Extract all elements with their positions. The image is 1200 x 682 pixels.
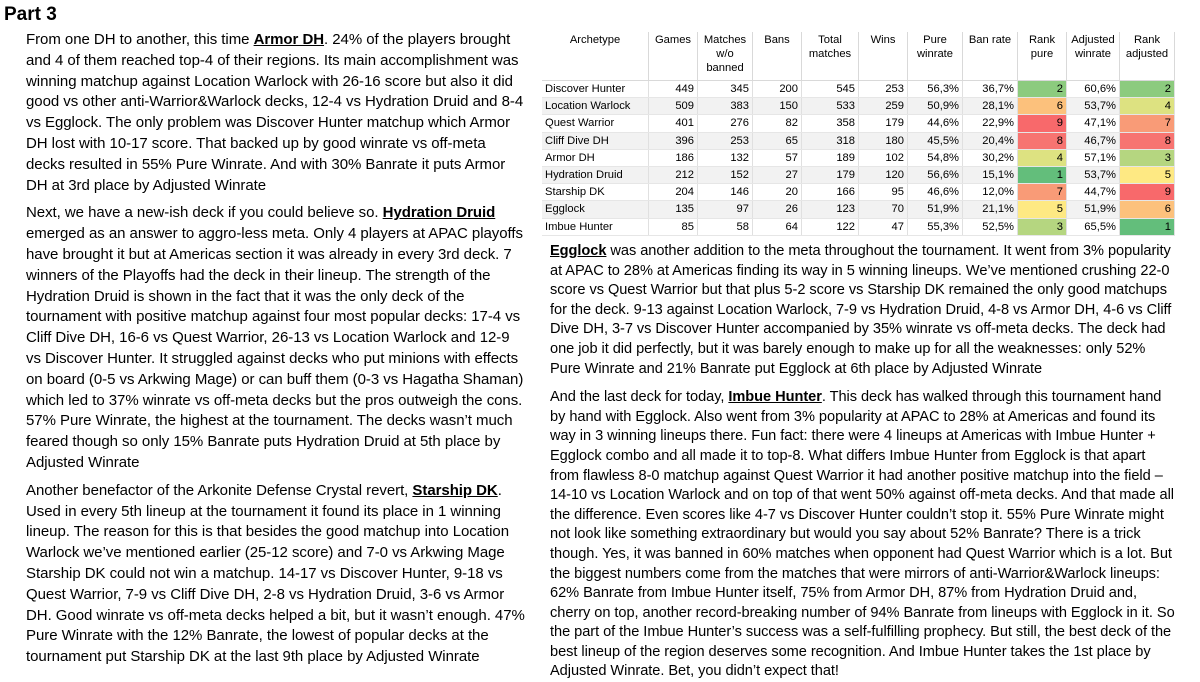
cell-bans: 65 — [753, 132, 802, 149]
archetype-stats-table — [542, 32, 1175, 236]
table-header-row — [542, 32, 1175, 81]
cell-archetype: Location Warlock — [542, 98, 649, 115]
cell-adjusted-winrate: 65,5% — [1067, 218, 1120, 235]
cell-bans: 150 — [753, 98, 802, 115]
cell-games: 509 — [649, 98, 698, 115]
cell-games: 204 — [649, 184, 698, 201]
cell-archetype: Quest Warrior — [542, 115, 649, 132]
cell-games: 85 — [649, 218, 698, 235]
cell-total-matches: 318 — [802, 132, 859, 149]
cell-pure-winrate: 51,9% — [908, 201, 963, 218]
cell-archetype: Armor DH — [542, 149, 649, 166]
cell-matches-wo-banned: 383 — [698, 98, 753, 115]
cell-matches-wo-banned: 253 — [698, 132, 753, 149]
table-row — [542, 132, 1175, 149]
col-header-rank-pure: Rank pure — [1018, 32, 1067, 81]
cell-pure-winrate: 55,3% — [908, 218, 963, 235]
cell-pure-winrate: 54,8% — [908, 149, 963, 166]
cell-wins: 47 — [859, 218, 908, 235]
cell-wins: 253 — [859, 81, 908, 98]
table-row — [542, 166, 1175, 183]
cell-total-matches: 122 — [802, 218, 859, 235]
cell-games: 212 — [649, 166, 698, 183]
cell-adjusted-winrate: 44,7% — [1067, 184, 1120, 201]
col-header-games: Games — [649, 32, 698, 81]
cell-adjusted-winrate: 57,1% — [1067, 149, 1120, 166]
cell-rank-adjusted: 6 — [1120, 201, 1175, 218]
cell-wins: 95 — [859, 184, 908, 201]
cell-archetype: Cliff Dive DH — [542, 132, 649, 149]
cell-games: 401 — [649, 115, 698, 132]
cell-matches-wo-banned: 97 — [698, 201, 753, 218]
cell-matches-wo-banned: 345 — [698, 81, 753, 98]
cell-bans: 20 — [753, 184, 802, 201]
cell-ban-rate: 22,9% — [963, 115, 1018, 132]
cell-rank-adjusted: 3 — [1120, 149, 1175, 166]
page-heading: Part 3 — [4, 4, 57, 25]
cell-pure-winrate: 56,6% — [908, 166, 963, 183]
cell-bans: 200 — [753, 81, 802, 98]
table-row — [542, 98, 1175, 115]
armor-dh-paragraph: From one DH to another, this time Armor DH. 24% of the players brought and 4 of them reached top-4 of their regions. Its main accomplishment was winning matchup against Location Warlock with 26-16 score but also it did good vs other anti-Warrior&Warlock decks, 12-4 vs Hydration Druid and 8-4 vs Egglock. The only problem was Discover Hunter matchup which Armor DH lost with 10-17 score. That backed up by good winrate vs off-meta decks resulted in 55% Pure Winrate. And with 30% Banrate it puts Armor DH at 3rd place by Adjusted Winrate — [26, 31, 524, 194]
cell-ban-rate: 28,1% — [963, 98, 1018, 115]
egglock-paragraph: Egglock was another addition to the meta throughout the tournament. It went from 3% popularity at APAC to 28% at Americas finding its way in 5 winning lineups. We’ve mentioned crushing 22-0 score vs Quest Warrior but that plus 5-2 score vs Starship DK remained the only good matchups for the deck. 9-13 against Location Warlock, 7-9 vs Hydration Druid, 4-8 vs Armor DH, 4-6 vs Cliff Dive DH, 3-7 vs Discover Hunter accompanied by 35% winrate vs off-meta decks. The deck had one job it did perfectly, but it was barely enough to make up for all the weaknesses: only 52% Pure Winrate and 21% Banrate put Egglock at 6th place by Adjusted Winrate — [550, 243, 1172, 377]
cell-rank-adjusted: 4 — [1120, 98, 1175, 115]
cell-archetype: Egglock — [542, 201, 649, 218]
cell-matches-wo-banned: 58 — [698, 218, 753, 235]
cell-rank-pure: 8 — [1018, 132, 1067, 149]
table-row — [542, 115, 1175, 132]
left-column — [26, 30, 526, 668]
starship-dk-paragraph: Another benefactor of the Arkonite Defense Crystal revert, Starship DK. Used in every 5th lineup at the tournament it found its place in 1 winning lineup. The reason for this is that besides the good matchup into Location Warlock we’ve mentioned earlier (25-12 score) and 7-0 vs Arkwing Mage Starship DK could not win a matchup. 14-17 vs Discover Hunter, 9-18 vs Quest Warrior, 7-9 vs Cliff Dive DH, 2-8 vs Hydration Druid, 3-6 vs Armor DH. Good winrate vs off-meta decks helped a bit, but it wasn’t enough. 47% Pure Winrate with the 12% Banrate, the lowest of popular decks at the tournament put Starship DK at the last 9th place by Adjusted Winrate — [26, 481, 525, 666]
col-header-archetype: Archetype — [542, 32, 649, 81]
hydration-druid-title: Hydration Druid — [382, 204, 496, 222]
cell-bans: 27 — [753, 166, 802, 183]
imbue-hunter-title: Imbue Hunter — [728, 389, 822, 406]
cell-total-matches: 545 — [802, 81, 859, 98]
cell-rank-adjusted: 9 — [1120, 184, 1175, 201]
cell-rank-pure: 1 — [1018, 166, 1067, 183]
cell-rank-adjusted: 7 — [1120, 115, 1175, 132]
cell-ban-rate: 20,4% — [963, 132, 1018, 149]
col-header-bans: Bans — [753, 32, 802, 81]
col-header-rank-adjusted: Rank adjusted — [1120, 32, 1175, 81]
col-header-wins: Wins — [859, 32, 908, 81]
cell-total-matches: 189 — [802, 149, 859, 166]
cell-rank-pure: 3 — [1018, 218, 1067, 235]
hydration-druid-paragraph: Next, we have a new-ish deck if you could believe so. Hydration Druid emerged as an answer to aggro-less meta. Only 4 players at APAC playoffs have brought it but at Americas section it was already in every 3rd deck. 7 winners of the Playoffs had the deck in their lineup. The strength of the Hydration Druid is shown in the fact that it was the only deck of the tournament with positive matchup against four most popular decks: 17-4 vs Cliff Dive DH, 16-6 vs Quest Warrior, 26-13 vs Location Warlock and 12-9 vs Discover Hunter. It struggled against decks who put minions with effects on board (0-5 vs Arkwing Mage) or can buff them (0-3 vs Hagatha Shaman) which led to 37% winrate vs off-meta decks but the pros outweigh the cons. 57% Pure Winrate, the highest at the tournament. The decks wasn’t much feared though so only 15% Banrate puts Hydration Druid at 5th place by Adjusted Winrate — [26, 204, 524, 471]
egglock-title: Egglock — [550, 243, 607, 259]
cell-matches-wo-banned: 146 — [698, 184, 753, 201]
cell-ban-rate: 15,1% — [963, 166, 1018, 183]
cell-matches-wo-banned: 152 — [698, 166, 753, 183]
cell-rank-pure: 6 — [1018, 98, 1067, 115]
cell-bans: 26 — [753, 201, 802, 218]
cell-rank-pure: 7 — [1018, 184, 1067, 201]
starship-dk-title: Starship DK — [412, 481, 498, 499]
cell-wins: 259 — [859, 98, 908, 115]
cell-archetype: Hydration Druid — [542, 166, 649, 183]
col-header-matches-wo-banned: Matches w/o banned — [698, 32, 753, 81]
cell-adjusted-winrate: 51,9% — [1067, 201, 1120, 218]
cell-pure-winrate: 45,5% — [908, 132, 963, 149]
cell-total-matches: 179 — [802, 166, 859, 183]
cell-pure-winrate: 50,9% — [908, 98, 963, 115]
cell-bans: 64 — [753, 218, 802, 235]
cell-rank-pure: 4 — [1018, 149, 1067, 166]
cell-adjusted-winrate: 60,6% — [1067, 81, 1120, 98]
cell-adjusted-winrate: 53,7% — [1067, 166, 1120, 183]
cell-wins: 102 — [859, 149, 908, 166]
table-row — [542, 81, 1175, 98]
table-row — [542, 184, 1175, 201]
cell-wins: 120 — [859, 166, 908, 183]
cell-bans: 57 — [753, 149, 802, 166]
cell-wins: 180 — [859, 132, 908, 149]
cell-rank-pure: 5 — [1018, 201, 1067, 218]
table-row — [542, 201, 1175, 218]
cell-ban-rate: 12,0% — [963, 184, 1018, 201]
cell-adjusted-winrate: 47,1% — [1067, 115, 1120, 132]
cell-total-matches: 166 — [802, 184, 859, 201]
cell-ban-rate: 30,2% — [963, 149, 1018, 166]
right-column — [550, 242, 1175, 682]
table-row — [542, 149, 1175, 166]
cell-adjusted-winrate: 53,7% — [1067, 98, 1120, 115]
cell-rank-pure: 2 — [1018, 81, 1067, 98]
imbue-hunter-paragraph: And the last deck for today, Imbue Hunter. This deck has walked through this tournament hand by hand with Egglock. Also went from 3% popularity at APAC to 28% at Americas and found its way in 3 winning lineups there. Fun fact: there were 4 lineups at Americas with Imbue Hunter + Egglock combo and all made it to top-8. What differs Imbue Hunter from Egglock is that apart from flawless 8-0 matchup against Quest Warrior it had another positive matchup into the field – 14-10 vs Location Warlock and on top of that went 50% against off-meta decks. And that made all the difference. Even scores like 4-7 vs Discover Hunter couldn’t stop it. 55% Pure Winrate might not look like something extraordinary but would you say about 52% Banrate? There is a trick though. Yes, it was banned in 60% matches when opponent had Quest Warrior which is a lot. But the biggest numbers come from the matches that were mirrors of anti-Warrior&Warlock lineups: 62% Banrate from Imbue Hunter itself, 75% from Armor DH, 87% from Hydration Druid and, cherry on top, another record-breaking number of 94% Banrate from lineups with Egglock in it. So the part of the Imbue Hunter’s success was a self-fulfilling prophecy. But still, the best deck of the best lineup of the region deserves some recognition. And Imbue Hunter takes the 1st place by Adjusted Winrate. Bet, you didn’t expect that! — [550, 389, 1175, 680]
cell-rank-adjusted: 1 — [1120, 218, 1175, 235]
cell-total-matches: 533 — [802, 98, 859, 115]
col-header-total-matches: Total matches — [802, 32, 859, 81]
cell-pure-winrate: 44,6% — [908, 115, 963, 132]
cell-pure-winrate: 56,3% — [908, 81, 963, 98]
col-header-ban-rate: Ban rate — [963, 32, 1018, 81]
cell-archetype: Imbue Hunter — [542, 218, 649, 235]
cell-rank-adjusted: 2 — [1120, 81, 1175, 98]
cell-adjusted-winrate: 46,7% — [1067, 132, 1120, 149]
cell-bans: 82 — [753, 115, 802, 132]
cell-games: 396 — [649, 132, 698, 149]
table-row — [542, 218, 1175, 235]
cell-wins: 179 — [859, 115, 908, 132]
cell-total-matches: 123 — [802, 201, 859, 218]
cell-rank-adjusted: 8 — [1120, 132, 1175, 149]
col-header-adjusted-winrate: Adjusted winrate — [1067, 32, 1120, 81]
col-header-pure-winrate: Pure winrate — [908, 32, 963, 81]
cell-ban-rate: 21,1% — [963, 201, 1018, 218]
cell-total-matches: 358 — [802, 115, 859, 132]
cell-rank-pure: 9 — [1018, 115, 1067, 132]
cell-pure-winrate: 46,6% — [908, 184, 963, 201]
cell-games: 449 — [649, 81, 698, 98]
cell-games: 135 — [649, 201, 698, 218]
cell-rank-adjusted: 5 — [1120, 166, 1175, 183]
cell-games: 186 — [649, 149, 698, 166]
cell-matches-wo-banned: 132 — [698, 149, 753, 166]
cell-ban-rate: 36,7% — [963, 81, 1018, 98]
cell-ban-rate: 52,5% — [963, 218, 1018, 235]
cell-archetype: Discover Hunter — [542, 81, 649, 98]
cell-archetype: Starship DK — [542, 184, 649, 201]
cell-matches-wo-banned: 276 — [698, 115, 753, 132]
cell-wins: 70 — [859, 201, 908, 218]
armor-dh-title: Armor DH — [253, 31, 325, 48]
